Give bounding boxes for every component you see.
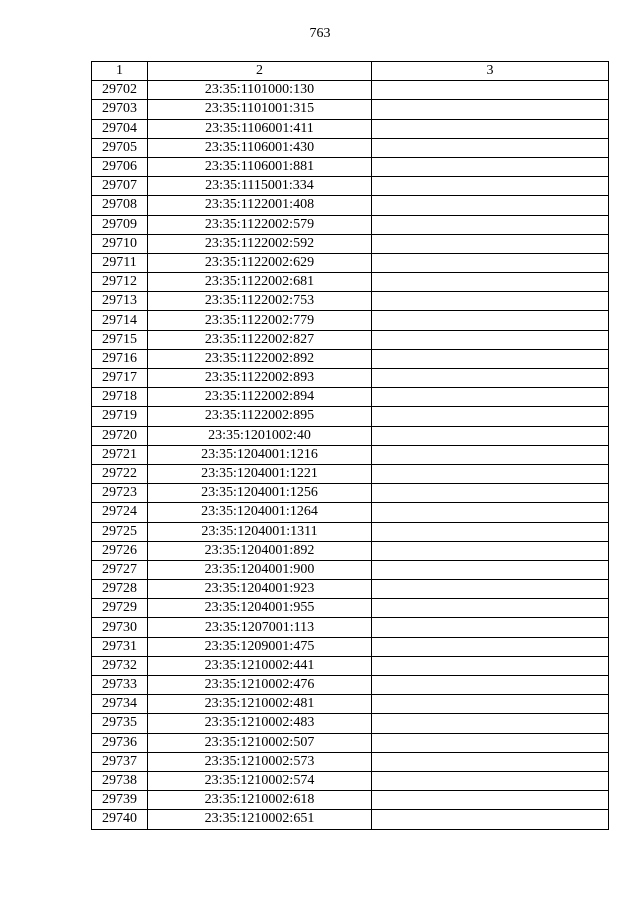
table-row [92,330,609,349]
cadastral-number-cell: 23:35:1122002:681 [148,273,372,292]
row-number-cell: 29720 [92,426,148,445]
row-number-cell: 29733 [92,676,148,695]
row-number-cell: 29721 [92,445,148,464]
cadastral-number-cell: 23:35:1101001:315 [148,100,372,119]
table-row [92,810,609,829]
table-row [92,119,609,138]
table-row [92,273,609,292]
table-row [92,157,609,176]
row-number-cell: 29740 [92,810,148,829]
header-row [92,62,609,81]
row-number-cell: 29703 [92,100,148,119]
row-number-cell: 29705 [92,138,148,157]
table-row [92,292,609,311]
cadastral-number-cell: 23:35:1204001:900 [148,560,372,579]
note-cell [372,100,609,119]
cadastral-number-cell: 23:35:1106001:411 [148,119,372,138]
note-cell [372,752,609,771]
cadastral-number-cell: 23:35:1210002:441 [148,656,372,675]
note-cell [372,234,609,253]
column-header-1: 1 [92,62,148,81]
row-number-cell: 29704 [92,119,148,138]
cadastral-number-cell: 23:35:1210002:507 [148,733,372,752]
cadastral-number-cell: 23:35:1204001:955 [148,599,372,618]
table-row [92,771,609,790]
note-cell [372,292,609,311]
table-row [92,234,609,253]
table-row [92,656,609,675]
table-body [92,81,609,829]
note-cell [372,560,609,579]
note-cell [372,599,609,618]
row-number-cell: 29712 [92,273,148,292]
cadastral-number-cell: 23:35:1204001:923 [148,580,372,599]
row-number-cell: 29726 [92,541,148,560]
row-number-cell: 29709 [92,215,148,234]
row-number-cell: 29714 [92,311,148,330]
note-cell [372,369,609,388]
note-cell [372,426,609,445]
table-row [92,618,609,637]
cadastral-number-cell: 23:35:1122002:753 [148,292,372,311]
table-row [92,695,609,714]
table-row [92,714,609,733]
note-cell [372,541,609,560]
column-header-2: 2 [148,62,372,81]
table-row [92,637,609,656]
note-cell [372,407,609,426]
row-number-cell: 29710 [92,234,148,253]
note-cell [372,618,609,637]
cadastral-number-cell: 23:35:1115001:334 [148,177,372,196]
cadastral-number-cell: 23:35:1210002:481 [148,695,372,714]
row-number-cell: 29735 [92,714,148,733]
note-cell [372,445,609,464]
row-number-cell: 29738 [92,771,148,790]
table-row [92,196,609,215]
cadastral-number-cell: 23:35:1122002:892 [148,349,372,368]
table-row [92,138,609,157]
table-row [92,388,609,407]
note-cell [372,522,609,541]
note-cell [372,810,609,829]
note-cell [372,119,609,138]
cadastral-number-cell: 23:35:1210002:618 [148,791,372,810]
note-cell [372,215,609,234]
row-number-cell: 29727 [92,560,148,579]
table-row [92,676,609,695]
cadastral-number-cell: 23:35:1210002:483 [148,714,372,733]
cadastral-number-cell: 23:35:1101000:130 [148,81,372,100]
table-row [92,503,609,522]
table-row [92,177,609,196]
note-cell [372,695,609,714]
table-row [92,407,609,426]
cadastral-number-cell: 23:35:1204001:1216 [148,445,372,464]
table-row [92,445,609,464]
cadastral-number-cell: 23:35:1122002:629 [148,253,372,272]
cadastral-number-cell: 23:35:1204001:1264 [148,503,372,522]
row-number-cell: 29713 [92,292,148,311]
cadastral-number-cell: 23:35:1122002:894 [148,388,372,407]
table-row [92,81,609,100]
table-row [92,791,609,810]
row-number-cell: 29737 [92,752,148,771]
note-cell [372,311,609,330]
row-number-cell: 29706 [92,157,148,176]
note-cell [372,138,609,157]
table-row [92,560,609,579]
table-row [92,484,609,503]
row-number-cell: 29708 [92,196,148,215]
cadastral-number-cell: 23:35:1210002:476 [148,676,372,695]
note-cell [372,177,609,196]
row-number-cell: 29711 [92,253,148,272]
table-row [92,752,609,771]
row-number-cell: 29729 [92,599,148,618]
note-cell [372,733,609,752]
cadastral-number-cell: 23:35:1210002:573 [148,752,372,771]
note-cell [372,253,609,272]
note-cell [372,81,609,100]
note-cell [372,484,609,503]
cadastral-number-cell: 23:35:1204001:892 [148,541,372,560]
cadastral-number-cell: 23:35:1204001:1221 [148,464,372,483]
table-row [92,349,609,368]
cadastral-number-cell: 23:35:1122002:779 [148,311,372,330]
cadastral-number-cell: 23:35:1122002:592 [148,234,372,253]
note-cell [372,503,609,522]
row-number-cell: 29730 [92,618,148,637]
table-row [92,733,609,752]
note-cell [372,349,609,368]
row-number-cell: 29722 [92,464,148,483]
note-cell [372,330,609,349]
registry-table [91,61,609,830]
row-number-cell: 29725 [92,522,148,541]
table-row [92,426,609,445]
cadastral-number-cell: 23:35:1204001:1311 [148,522,372,541]
table-row [92,100,609,119]
row-number-cell: 29715 [92,330,148,349]
cadastral-number-cell: 23:35:1122002:893 [148,369,372,388]
row-number-cell: 29724 [92,503,148,522]
row-number-cell: 29717 [92,369,148,388]
cadastral-number-cell: 23:35:1106001:881 [148,157,372,176]
note-cell [372,656,609,675]
row-number-cell: 29736 [92,733,148,752]
table-row [92,464,609,483]
page-number: 763 [309,26,331,41]
cadastral-number-cell: 23:35:1122002:827 [148,330,372,349]
row-number-cell: 29723 [92,484,148,503]
note-cell [372,157,609,176]
note-cell [372,771,609,790]
row-number-cell: 29732 [92,656,148,675]
cadastral-number-cell: 23:35:1201002:40 [148,426,372,445]
column-header-3: 3 [372,62,609,81]
note-cell [372,791,609,810]
table-row [92,311,609,330]
cadastral-number-cell: 23:35:1122002:579 [148,215,372,234]
table-row [92,253,609,272]
note-cell [372,273,609,292]
table-row [92,580,609,599]
note-cell [372,388,609,407]
cadastral-number-cell: 23:35:1210002:574 [148,771,372,790]
table-header [92,62,609,81]
row-number-cell: 29739 [92,791,148,810]
table-row [92,369,609,388]
row-number-cell: 29731 [92,637,148,656]
row-number-cell: 29728 [92,580,148,599]
note-cell [372,464,609,483]
table-row [92,522,609,541]
cadastral-number-cell: 23:35:1204001:1256 [148,484,372,503]
table-row [92,541,609,560]
row-number-cell: 29718 [92,388,148,407]
table-row [92,599,609,618]
note-cell [372,714,609,733]
cadastral-number-cell: 23:35:1209001:475 [148,637,372,656]
note-cell [372,676,609,695]
row-number-cell: 29719 [92,407,148,426]
cadastral-number-cell: 23:35:1122001:408 [148,196,372,215]
table-row [92,215,609,234]
row-number-cell: 29702 [92,81,148,100]
cadastral-number-cell: 23:35:1106001:430 [148,138,372,157]
note-cell [372,637,609,656]
cadastral-number-cell: 23:35:1207001:113 [148,618,372,637]
row-number-cell: 29716 [92,349,148,368]
note-cell [372,196,609,215]
row-number-cell: 29707 [92,177,148,196]
cadastral-number-cell: 23:35:1122002:895 [148,407,372,426]
note-cell [372,580,609,599]
row-number-cell: 29734 [92,695,148,714]
cadastral-number-cell: 23:35:1210002:651 [148,810,372,829]
